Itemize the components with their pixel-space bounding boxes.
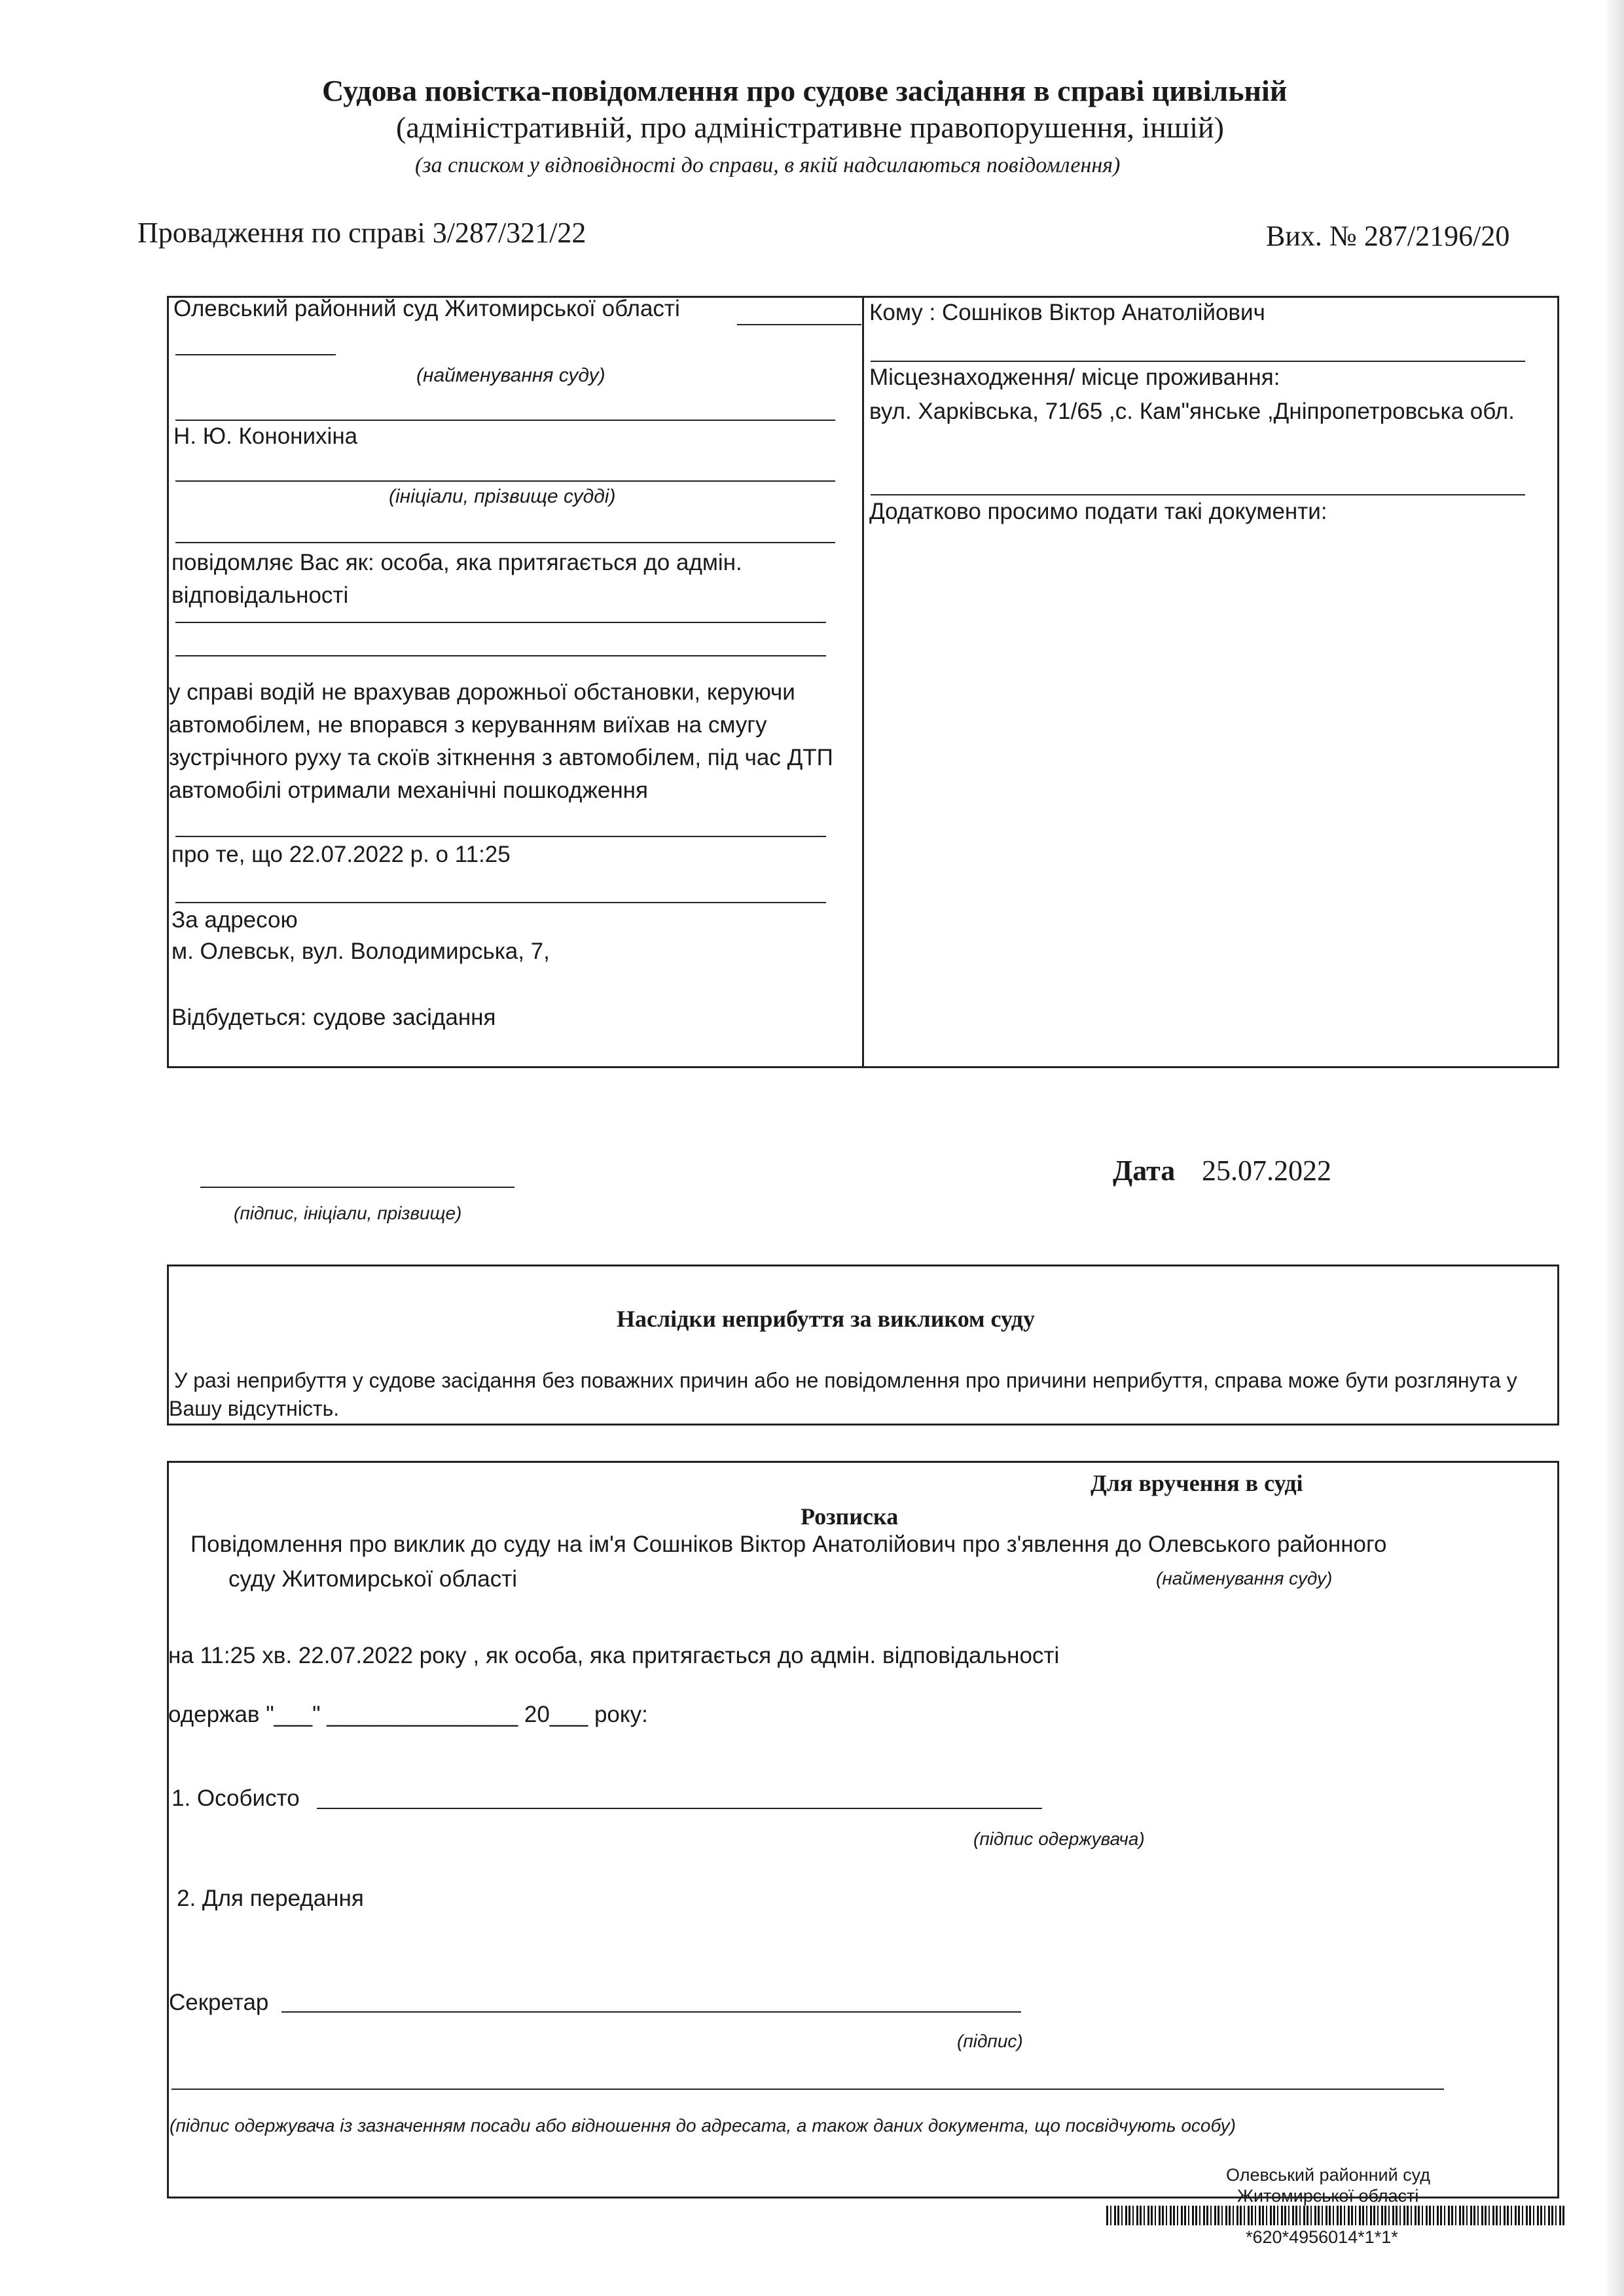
recipient-address: вул. Харківська, 71/65 ,с. Кам"янське ,Дніпропетровська обл. [869, 399, 1515, 424]
document-note: (за списком у відповідності до справи, в якій надсилаються повідомлення) [415, 153, 1121, 177]
case-description: у справі водій не врахував дорожньої обстановки, керуючи автомобілем, не впорався з керуванням виїхав на смугу зустрічного руху та скоїв зіткнення з автомобілем, під час ДТП автомобілі отримали механічні пошкодження [169, 679, 833, 803]
datetime-line [175, 902, 826, 903]
hearing-datetime: про те, що 22.07.2022 р. о 11:25 [171, 842, 511, 867]
personal-label: 1. Особисто [171, 1785, 300, 1811]
judge-caption: (ініціали, прізвище судді) [389, 486, 616, 507]
signature-caption: (підпис, ініціали, прізвище) [234, 1203, 462, 1223]
received-date-line: одержав "___" _______________ 20___ року: [168, 1702, 648, 1727]
secretary-signature-line [281, 2011, 1021, 2013]
event-type: Відбудеться: судове засідання [171, 1005, 496, 1030]
receipt-court-caption: (найменування суду) [1156, 1568, 1333, 1588]
court-name-caption: (найменування суду) [416, 365, 605, 386]
recipient-details-caption: (підпис одержувача із зазначенням посади або відношення до адресата, а також даних документа, що посвідчують особу) [170, 2115, 1236, 2136]
personal-signature-line [317, 1808, 1042, 1809]
outgoing-number: Вих. № 287/2196/20 [1266, 220, 1510, 252]
location-line [871, 494, 1525, 495]
judge-line [175, 480, 835, 482]
secretary-signature-caption: (підпис) [957, 2031, 1023, 2051]
court-name: Олевський районний суд Житомирської області [173, 296, 680, 321]
document-title: Судова повістка-повідомлення про судове засідання в справі цивільній [322, 74, 1288, 107]
recipient-details-line [171, 2089, 1444, 2090]
recipient-line [871, 361, 1525, 362]
transfer-label: 2. Для передання [177, 1886, 364, 1911]
date-label: Дата [1113, 1155, 1176, 1187]
signature-line [200, 1187, 514, 1188]
court-name-line-3 [175, 420, 835, 421]
footer-court-line-2: Житомирської області [1237, 2186, 1419, 2206]
notice-box-divider [862, 296, 864, 1068]
court-name-line-2 [175, 354, 336, 355]
receipt-summons-text: Повідомлення про виклик до суду на ім'я Сошніков Віктор Анатолійович про з'явлення до Олевського районного [190, 1532, 1387, 1557]
additional-documents-label: Додатково просимо подати такі документи: [869, 499, 1327, 524]
barcode-text: *620*4956014*1*1* [1246, 2227, 1398, 2247]
consequences-title: Наслідки неприбуття за викликом суду [617, 1306, 1035, 1332]
document-subtitle: (адміністративній, про адміністративне правопорушення, іншій) [396, 111, 1224, 144]
notify-role: повідомляє Вас як: особа, яка притягається до адмін. відповідальності [171, 550, 742, 608]
judge-line-2 [175, 542, 835, 543]
notify-line-1 [175, 622, 826, 623]
proceeding-number: Провадження по справі 3/287/321/22 [137, 217, 586, 249]
consequences-text: У разі неприбуття у судове засідання без поважних причин або не повідомлення про причини неприбуття, справа може бути розглянута у Вашу відсутність. [169, 1369, 1517, 1420]
recipient-name: Кому : Сошніков Віктор Анатолійович [869, 300, 1265, 325]
barcode [1106, 2206, 1564, 2225]
receipt-time-line: на 11:25 хв. 22.07.2022 року , як особа, яка притягається до адмін. відповідальності [168, 1643, 1060, 1668]
notify-line-2 [175, 655, 826, 656]
document-date: 25.07.2022 [1202, 1155, 1331, 1187]
personal-signature-caption: (підпис одержувача) [973, 1829, 1145, 1849]
judge-name: Н. Ю. Кононихіна [173, 423, 358, 449]
scan-edge-shadow [1604, 0, 1624, 2296]
court-name-fill-line [737, 324, 861, 325]
case-desc-line [175, 836, 826, 837]
secretary-label: Секретар [169, 1990, 269, 2015]
for-court-delivery: Для вручення в суді [1091, 1470, 1303, 1496]
receipt-title: Розписка [801, 1503, 899, 1530]
hearing-address: м. Олевськ, вул. Володимирська, 7, [171, 939, 550, 964]
receipt-court-name: суду Житомирської області [228, 1566, 518, 1592]
footer-court-line-1: Олевський районний суд [1226, 2165, 1431, 2185]
address-label: За адресою [171, 907, 298, 933]
location-label: Місцезнаходження/ місце проживання: [869, 365, 1280, 390]
